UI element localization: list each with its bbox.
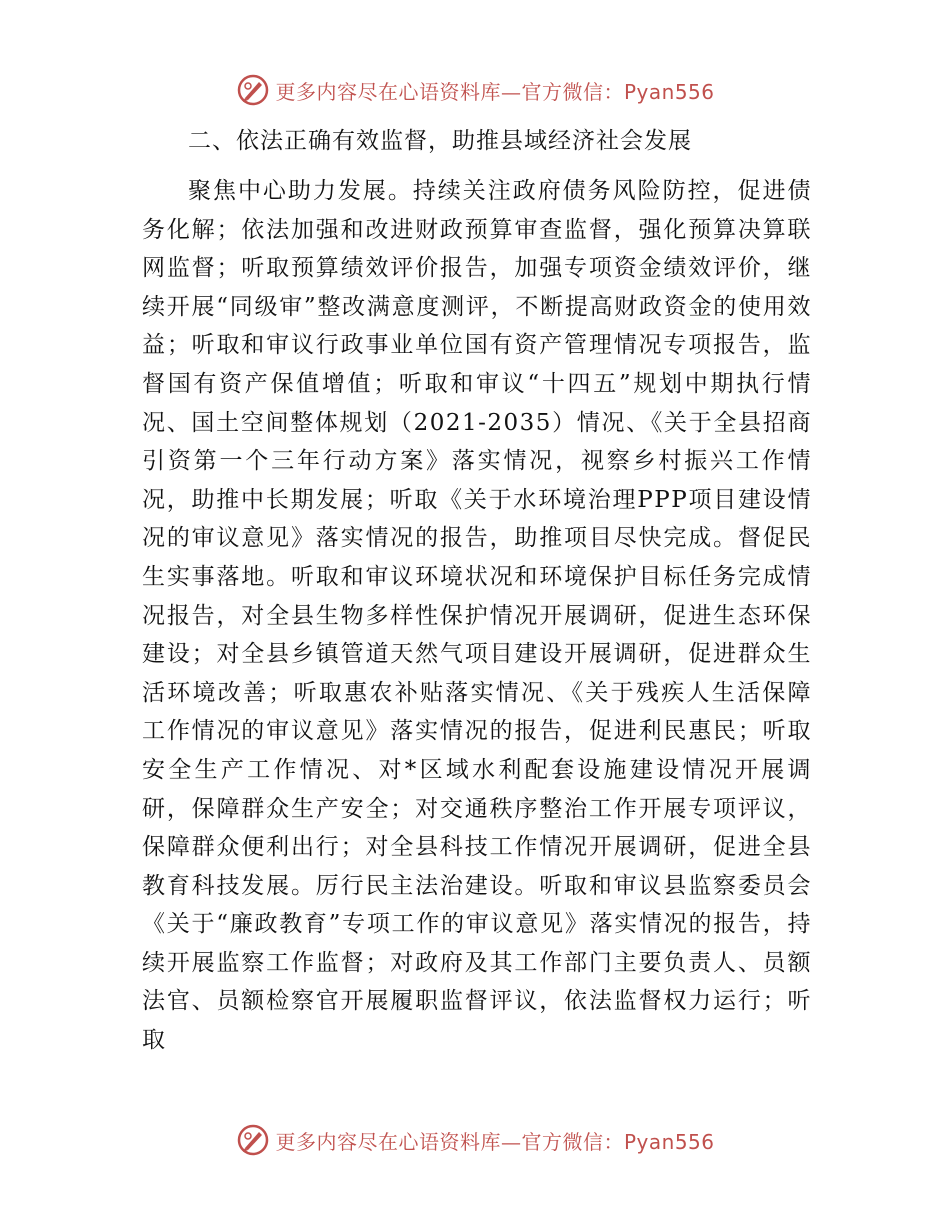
pen-leaf-logo-icon	[235, 1122, 271, 1158]
header-watermark-banner	[0, 70, 950, 110]
footer-watermark-banner	[0, 1120, 950, 1160]
section-heading: 二、依法正确有效监督，助推县域经济社会发展	[188, 128, 692, 154]
body-paragraph: 聚焦中心助力发展。持续关注政府债务风险防控，促进债务化解；依法加强和改进财政预算审查监督，强化预算决算联网监督；听取预算绩效评价报告，加强专项资金绩效评价，继续开展“同级审”整改满意度测评，不断提高财政资金的使用效益；听取和审议行政事业单位国有资产管理情况专项报告，监督国有资产保值增值；听取和审议“十四五”规划中期执行情况、国土空间整体规划（2021-2035）情况、《关于全县招商引资第一个三年行动方案》落实情况，视察乡村振兴工作情况，助推中长期发展；听取《关于水环境治理PPP项目建设情况的审议意见》落实情况的报告，助推项目尽快完成。督促民生实事落地。听取和审议环境状况和环境保护目标任务完成情况报告，对全县生物多样性保护情况开展调研，促进生态环保建设；对全县乡镇管道天然气项目建设开展调研，促进群众生活环境改善；听取惠农补贴落实情况、《关于残疾人生活保障工作情况的审议意见》落实情况的报告，促进利民惠民；听取安全生产工作情况、对*区域水利配套设施建设情况开展调研，保障群众生产安全；对交通秩序整治工作开展专项评议，保障群众便利出行；对全县科技工作情况开展调研，促进全县教育科技发展。厉行民主法治建设。听取和审议县监察委员会《关于“廉政教育”专项工作的审议意见》落实情况的报告，持续开展监察工作监督；对政府及其工作部门主要负责人、员额法官、员额检察官开展履职监督评议，依法监督权力运行；听取	[142, 178, 812, 1054]
document-body	[142, 120, 812, 1060]
watermark-text: 更多内容尽在心语资料库—官方微信：Pyan556	[275, 79, 715, 104]
pen-leaf-logo-icon	[235, 72, 271, 108]
wechat-id: Pyan556	[623, 1129, 715, 1154]
wechat-id: Pyan556	[623, 79, 715, 104]
watermark-text: 更多内容尽在心语资料库—官方微信：Pyan556	[275, 1129, 715, 1154]
